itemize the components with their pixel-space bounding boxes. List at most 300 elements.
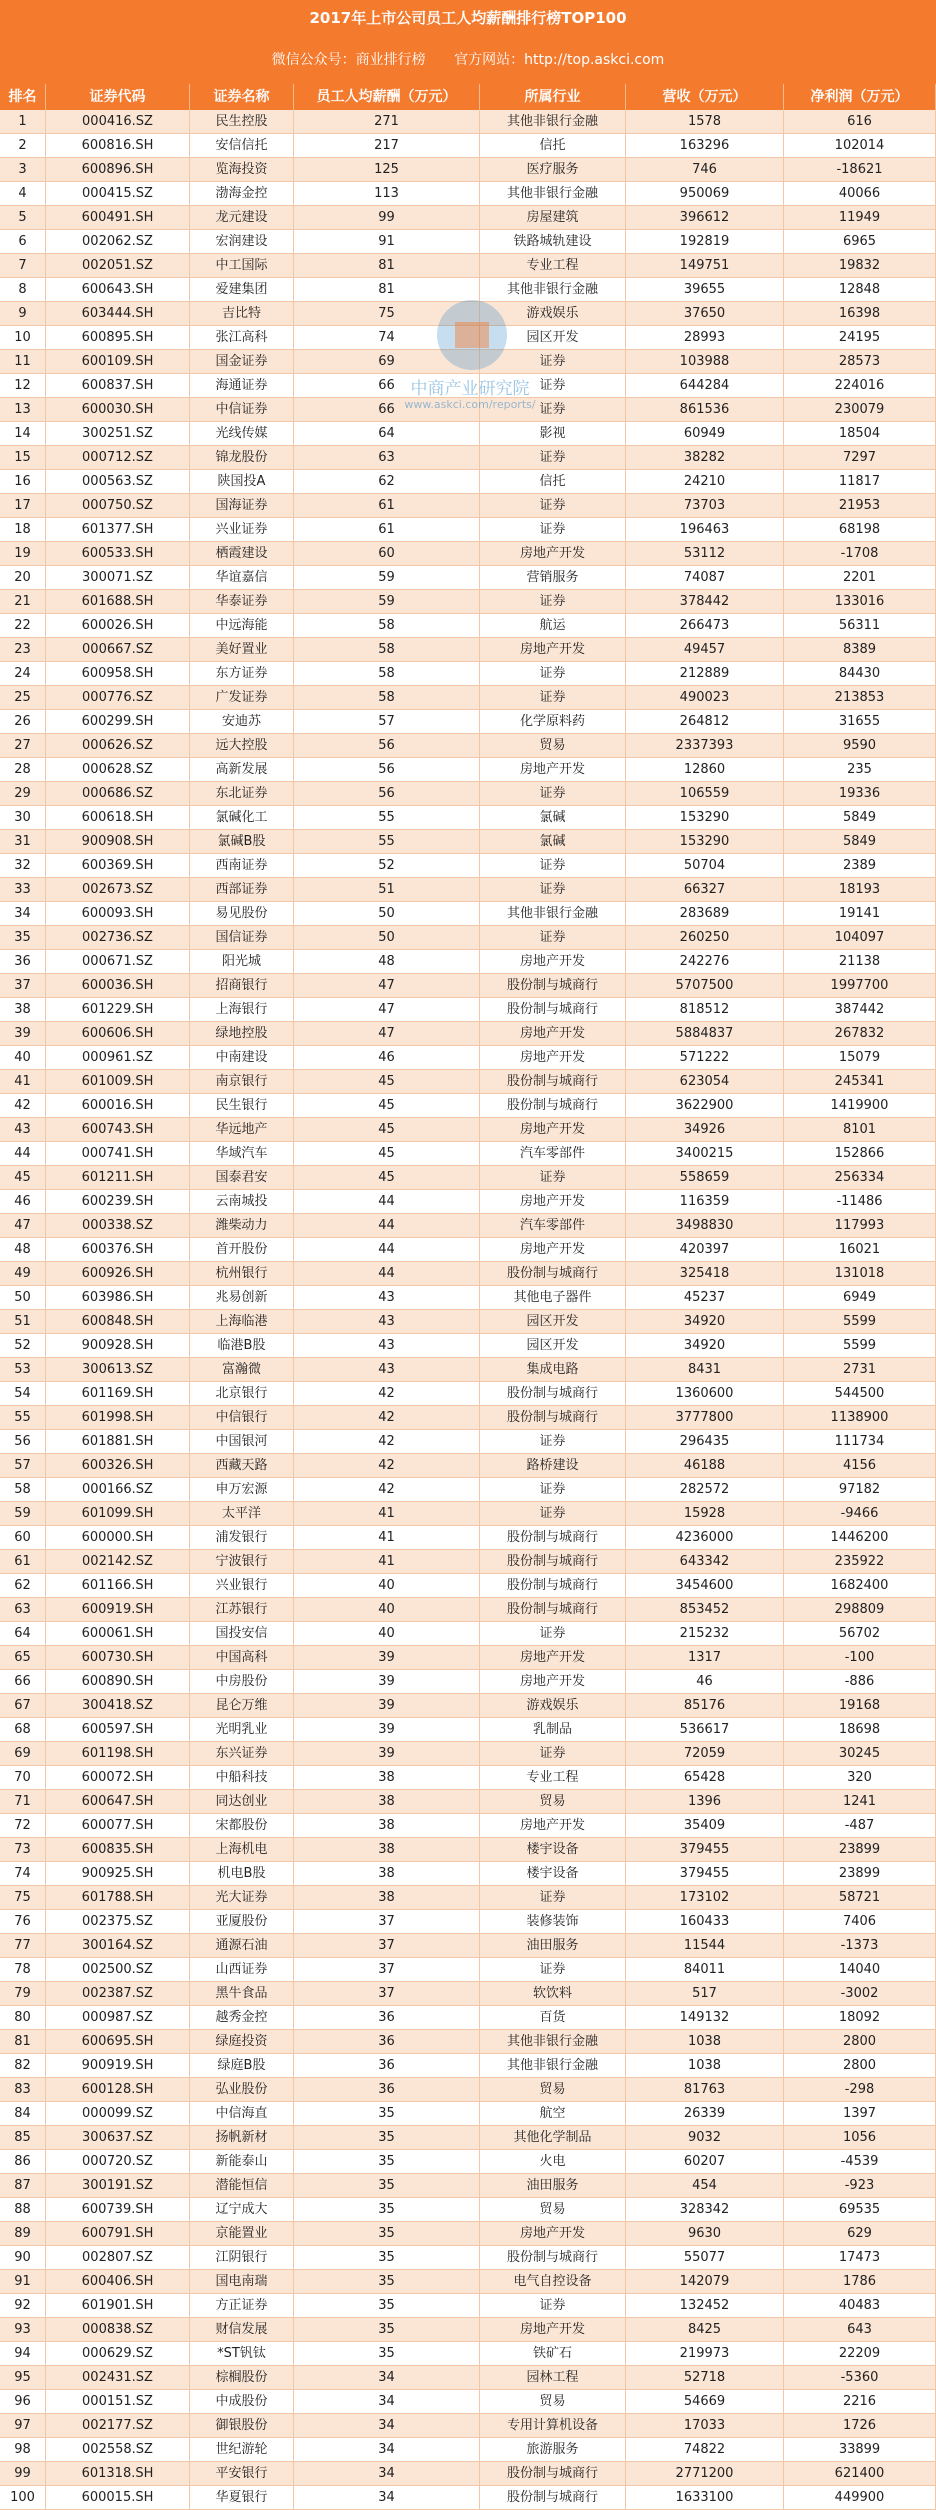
cell-industry: 证券 <box>480 1430 626 1454</box>
cell-salary: 44 <box>294 1214 480 1238</box>
cell-salary: 62 <box>294 470 480 494</box>
cell-revenue: 103988 <box>626 350 784 374</box>
cell-net-profit: 31655 <box>784 710 936 734</box>
cell-net-profit: 621400 <box>784 2462 936 2486</box>
cell-name: 吉比特 <box>190 302 294 326</box>
cell-salary: 60 <box>294 542 480 566</box>
cell-industry: 股份制与城商行 <box>480 1574 626 1598</box>
cell-industry: 影视 <box>480 422 626 446</box>
cell-rank: 84 <box>0 2102 46 2126</box>
cell-industry: 证券 <box>480 1166 626 1190</box>
cell-name: 宋都股份 <box>190 1814 294 1838</box>
table-row <box>0 494 936 518</box>
cell-salary: 63 <box>294 446 480 470</box>
cell-salary: 35 <box>294 2222 480 2246</box>
cell-revenue: 153290 <box>626 830 784 854</box>
cell-revenue: 8425 <box>626 2318 784 2342</box>
cell-net-profit: 449900 <box>784 2486 936 2510</box>
cell-net-profit: 56311 <box>784 614 936 638</box>
cell-name: 华谊嘉信 <box>190 566 294 590</box>
cell-net-profit: 245341 <box>784 1070 936 1094</box>
cell-industry: 证券 <box>480 374 626 398</box>
cell-code: 002142.SZ <box>46 1550 190 1574</box>
cell-code: 601166.SH <box>46 1574 190 1598</box>
cell-name: 国电南瑞 <box>190 2270 294 2294</box>
cell-industry: 证券 <box>480 350 626 374</box>
cell-code: 601211.SH <box>46 1166 190 1190</box>
cell-salary: 38 <box>294 1838 480 1862</box>
cell-industry: 房地产开发 <box>480 1190 626 1214</box>
cell-net-profit: 30245 <box>784 1742 936 1766</box>
cell-name: 浦发银行 <box>190 1526 294 1550</box>
cell-name: 中信海直 <box>190 2102 294 2126</box>
table-row <box>0 206 936 230</box>
cell-code: 601198.SH <box>46 1742 190 1766</box>
cell-salary: 34 <box>294 2438 480 2462</box>
table-row <box>0 1382 936 1406</box>
cell-revenue: 623054 <box>626 1070 784 1094</box>
cell-revenue: 142079 <box>626 2270 784 2294</box>
cell-rank: 24 <box>0 662 46 686</box>
cell-net-profit: 111734 <box>784 1430 936 1454</box>
cell-net-profit: 22209 <box>784 2342 936 2366</box>
cell-industry: 园区开发 <box>480 326 626 350</box>
cell-code: 000166.SZ <box>46 1478 190 1502</box>
cell-industry: 证券 <box>480 926 626 950</box>
cell-rank: 71 <box>0 1790 46 1814</box>
cell-name: 越秀金控 <box>190 2006 294 2030</box>
cell-revenue: 45237 <box>626 1286 784 1310</box>
cell-salary: 39 <box>294 1670 480 1694</box>
cell-industry: 集成电路 <box>480 1358 626 1382</box>
cell-revenue: 325418 <box>626 1262 784 1286</box>
cell-salary: 47 <box>294 998 480 1022</box>
table-row <box>0 926 936 950</box>
cell-name: 国海证券 <box>190 494 294 518</box>
cell-revenue: 1633100 <box>626 2486 784 2510</box>
cell-revenue: 1396 <box>626 1790 784 1814</box>
cell-industry: 园林工程 <box>480 2366 626 2390</box>
cell-code: 600618.SH <box>46 806 190 830</box>
cell-code: 600406.SH <box>46 2270 190 2294</box>
cell-net-profit: 11949 <box>784 206 936 230</box>
cell-salary: 38 <box>294 1790 480 1814</box>
table-row <box>0 974 936 998</box>
table-row <box>0 854 936 878</box>
cell-name: 光明乳业 <box>190 1718 294 1742</box>
cell-salary: 58 <box>294 686 480 710</box>
cell-net-profit: 69535 <box>784 2198 936 2222</box>
cell-net-profit: 19168 <box>784 1694 936 1718</box>
cell-industry: 股份制与城商行 <box>480 2462 626 2486</box>
cell-rank: 12 <box>0 374 46 398</box>
cell-name: 中房股份 <box>190 1670 294 1694</box>
cell-revenue: 24210 <box>626 470 784 494</box>
cell-salary: 46 <box>294 1046 480 1070</box>
cell-code: 600015.SH <box>46 2486 190 2510</box>
cell-industry: 其他非银行金融 <box>480 902 626 926</box>
table-row <box>0 1430 936 1454</box>
cell-net-profit: -4539 <box>784 2150 936 2174</box>
cell-industry: 房地产开发 <box>480 1118 626 1142</box>
cell-industry: 证券 <box>480 1958 626 1982</box>
cell-name: 辽宁成大 <box>190 2198 294 2222</box>
cell-net-profit: 544500 <box>784 1382 936 1406</box>
cell-industry: 航运 <box>480 614 626 638</box>
cell-industry: 专用计算机设备 <box>480 2414 626 2438</box>
cell-code: 000629.SZ <box>46 2342 190 2366</box>
cell-rank: 14 <box>0 422 46 446</box>
table-row <box>0 1814 936 1838</box>
cell-salary: 41 <box>294 1502 480 1526</box>
cell-rank: 35 <box>0 926 46 950</box>
cell-revenue: 26339 <box>626 2102 784 2126</box>
table-row <box>0 1622 936 1646</box>
table-row <box>0 1406 936 1430</box>
cell-revenue: 571222 <box>626 1046 784 1070</box>
cell-code: 600606.SH <box>46 1022 190 1046</box>
cell-code: 600491.SH <box>46 206 190 230</box>
cell-salary: 40 <box>294 1598 480 1622</box>
cell-revenue: 38282 <box>626 446 784 470</box>
cell-salary: 41 <box>294 1526 480 1550</box>
cell-name: 民生银行 <box>190 1094 294 1118</box>
cell-rank: 77 <box>0 1934 46 1958</box>
cell-name: 山西证券 <box>190 1958 294 1982</box>
cell-code: 300071.SZ <box>46 566 190 590</box>
cell-revenue: 196463 <box>626 518 784 542</box>
cell-salary: 59 <box>294 566 480 590</box>
cell-net-profit: 5849 <box>784 806 936 830</box>
cell-net-profit: 21138 <box>784 950 936 974</box>
cell-salary: 37 <box>294 1910 480 1934</box>
table-row <box>0 1070 936 1094</box>
cell-code: 000671.SZ <box>46 950 190 974</box>
cell-revenue: 81763 <box>626 2078 784 2102</box>
cell-rank: 55 <box>0 1406 46 1430</box>
cell-code: 600695.SH <box>46 2030 190 2054</box>
cell-net-profit: 5849 <box>784 830 936 854</box>
cell-salary: 39 <box>294 1694 480 1718</box>
cell-revenue: 5707500 <box>626 974 784 998</box>
table-row <box>0 1670 936 1694</box>
cell-rank: 7 <box>0 254 46 278</box>
cell-code: 601688.SH <box>46 590 190 614</box>
cell-net-profit: 5599 <box>784 1334 936 1358</box>
cell-net-profit: 643 <box>784 2318 936 2342</box>
cell-net-profit: 235 <box>784 758 936 782</box>
cell-salary: 75 <box>294 302 480 326</box>
cell-rank: 4 <box>0 182 46 206</box>
table-row <box>0 1190 936 1214</box>
table-row <box>0 782 936 806</box>
cell-net-profit: 2216 <box>784 2390 936 2414</box>
cell-name: 御银股份 <box>190 2414 294 2438</box>
cell-net-profit: 2201 <box>784 566 936 590</box>
cell-revenue: 266473 <box>626 614 784 638</box>
cell-net-profit: -487 <box>784 1814 936 1838</box>
table-row <box>0 2438 936 2462</box>
cell-revenue: 74087 <box>626 566 784 590</box>
table-row <box>0 2318 936 2342</box>
cell-code: 600791.SH <box>46 2222 190 2246</box>
cell-name: 云南城投 <box>190 1190 294 1214</box>
cell-code: 600730.SH <box>46 1646 190 1670</box>
table-row <box>0 2294 936 2318</box>
cell-net-profit: 17473 <box>784 2246 936 2270</box>
cell-industry: 贸易 <box>480 2078 626 2102</box>
cell-rank: 15 <box>0 446 46 470</box>
cell-code: 000720.SZ <box>46 2150 190 2174</box>
cell-rank: 61 <box>0 1550 46 1574</box>
wechat-account: 微信公众号：商业排行榜 <box>271 52 426 68</box>
cell-industry: 乳制品 <box>480 1718 626 1742</box>
cell-net-profit: 235922 <box>784 1550 936 1574</box>
cell-industry: 百货 <box>480 2006 626 2030</box>
table-row <box>0 1334 936 1358</box>
cell-name: *ST钒钛 <box>190 2342 294 2366</box>
cell-industry: 航空 <box>480 2102 626 2126</box>
table-row <box>0 134 936 158</box>
cell-code: 002051.SZ <box>46 254 190 278</box>
cell-code: 600016.SH <box>46 1094 190 1118</box>
cell-industry: 证券 <box>480 782 626 806</box>
cell-name: 国金证券 <box>190 350 294 374</box>
cell-industry: 其他非银行金融 <box>480 2054 626 2078</box>
cell-net-profit: 1241 <box>784 1790 936 1814</box>
table-body <box>0 110 936 2510</box>
table-row <box>0 1982 936 2006</box>
table-row <box>0 1694 936 1718</box>
cell-name: 氯碱化工 <box>190 806 294 830</box>
cell-code: 000628.SZ <box>46 758 190 782</box>
cell-industry: 游戏娱乐 <box>480 302 626 326</box>
cell-revenue: 39655 <box>626 278 784 302</box>
cell-name: 西南证券 <box>190 854 294 878</box>
cell-revenue: 3454600 <box>626 1574 784 1598</box>
cell-industry: 房地产开发 <box>480 1814 626 1838</box>
cell-industry: 营销服务 <box>480 566 626 590</box>
cell-salary: 42 <box>294 1478 480 1502</box>
cell-rank: 30 <box>0 806 46 830</box>
cell-industry: 证券 <box>480 446 626 470</box>
cell-salary: 59 <box>294 590 480 614</box>
cell-rank: 66 <box>0 1670 46 1694</box>
cell-name: 财信发展 <box>190 2318 294 2342</box>
cell-name: 氯碱B股 <box>190 830 294 854</box>
cell-salary: 36 <box>294 2078 480 2102</box>
cell-name: 栖霞建设 <box>190 542 294 566</box>
cell-name: 扬帆新材 <box>190 2126 294 2150</box>
cell-rank: 19 <box>0 542 46 566</box>
cell-code: 000151.SZ <box>46 2390 190 2414</box>
table-row <box>0 950 936 974</box>
cell-rank: 28 <box>0 758 46 782</box>
table-row <box>0 1094 936 1118</box>
cell-rank: 21 <box>0 590 46 614</box>
table-row <box>0 1790 936 1814</box>
cell-code: 000987.SZ <box>46 2006 190 2030</box>
cell-code: 601901.SH <box>46 2294 190 2318</box>
cell-rank: 38 <box>0 998 46 1022</box>
cell-rank: 73 <box>0 1838 46 1862</box>
cell-revenue: 9630 <box>626 2222 784 2246</box>
cell-net-profit: 213853 <box>784 686 936 710</box>
cell-industry: 房地产开发 <box>480 1670 626 1694</box>
cell-salary: 35 <box>294 2150 480 2174</box>
cell-name: 览海投资 <box>190 158 294 182</box>
cell-industry: 房地产开发 <box>480 638 626 662</box>
cell-code: 000712.SZ <box>46 446 190 470</box>
cell-net-profit: 68198 <box>784 518 936 542</box>
cell-industry: 房地产开发 <box>480 1238 626 1262</box>
cell-revenue: 60207 <box>626 2150 784 2174</box>
cell-revenue: 149132 <box>626 2006 784 2030</box>
cell-salary: 217 <box>294 134 480 158</box>
cell-net-profit: 5599 <box>784 1310 936 1334</box>
table-row <box>0 1478 936 1502</box>
source-info <box>0 36 936 84</box>
cell-code: 600919.SH <box>46 1598 190 1622</box>
cell-salary: 58 <box>294 614 480 638</box>
table-row <box>0 302 936 326</box>
cell-industry: 房地产开发 <box>480 542 626 566</box>
cell-revenue: 1360600 <box>626 1382 784 1406</box>
cell-rank: 59 <box>0 1502 46 1526</box>
cell-net-profit: 1997700 <box>784 974 936 998</box>
table-row <box>0 614 936 638</box>
cell-rank: 68 <box>0 1718 46 1742</box>
cell-salary: 39 <box>294 1646 480 1670</box>
cell-rank: 32 <box>0 854 46 878</box>
cell-code: 601377.SH <box>46 518 190 542</box>
cell-name: 新能泰山 <box>190 2150 294 2174</box>
table-row <box>0 1550 936 1574</box>
column-header-salary: 员工人均薪酬（万元） <box>294 84 480 110</box>
cell-industry: 证券 <box>480 494 626 518</box>
cell-net-profit: 1397 <box>784 2102 936 2126</box>
cell-rank: 27 <box>0 734 46 758</box>
cell-revenue: 15928 <box>626 1502 784 1526</box>
cell-code: 600239.SH <box>46 1190 190 1214</box>
cell-code: 601099.SH <box>46 1502 190 1526</box>
table-row <box>0 1310 936 1334</box>
cell-salary: 91 <box>294 230 480 254</box>
cell-industry: 氯碱 <box>480 830 626 854</box>
cell-industry: 证券 <box>480 518 626 542</box>
table-row <box>0 638 936 662</box>
cell-net-profit: 2800 <box>784 2054 936 2078</box>
table-row <box>0 2006 936 2030</box>
cell-code: 000415.SZ <box>46 182 190 206</box>
cell-salary: 44 <box>294 1238 480 1262</box>
cell-net-profit: 2800 <box>784 2030 936 2054</box>
cell-name: 爱建集团 <box>190 278 294 302</box>
cell-salary: 39 <box>294 1742 480 1766</box>
table-row <box>0 398 936 422</box>
table-row <box>0 158 936 182</box>
cell-name: 锦龙股份 <box>190 446 294 470</box>
cell-industry: 信托 <box>480 134 626 158</box>
cell-revenue: 74822 <box>626 2438 784 2462</box>
cell-net-profit: 18504 <box>784 422 936 446</box>
cell-net-profit: 19832 <box>784 254 936 278</box>
cell-industry: 旅游服务 <box>480 2438 626 2462</box>
cell-industry: 股份制与城商行 <box>480 1382 626 1406</box>
cell-rank: 37 <box>0 974 46 998</box>
cell-industry: 股份制与城商行 <box>480 1262 626 1286</box>
cell-rank: 13 <box>0 398 46 422</box>
cell-industry: 房地产开发 <box>480 1046 626 1070</box>
cell-revenue: 173102 <box>626 1886 784 1910</box>
cell-salary: 35 <box>294 2102 480 2126</box>
cell-revenue: 212889 <box>626 662 784 686</box>
cell-salary: 45 <box>294 1094 480 1118</box>
cell-name: 绿庭投资 <box>190 2030 294 2054</box>
cell-code: 600958.SH <box>46 662 190 686</box>
cell-revenue: 85176 <box>626 1694 784 1718</box>
cell-revenue: 454 <box>626 2174 784 2198</box>
cell-code: 600848.SH <box>46 1310 190 1334</box>
table-row <box>0 1886 936 1910</box>
cell-revenue: 163296 <box>626 134 784 158</box>
cell-industry: 其他非银行金融 <box>480 278 626 302</box>
cell-rank: 29 <box>0 782 46 806</box>
cell-name: 弘业股份 <box>190 2078 294 2102</box>
cell-revenue: 153290 <box>626 806 784 830</box>
table-row <box>0 1358 936 1382</box>
cell-net-profit: 19141 <box>784 902 936 926</box>
cell-net-profit: 131018 <box>784 1262 936 1286</box>
cell-industry: 房地产开发 <box>480 2318 626 2342</box>
table-row <box>0 902 936 926</box>
cell-salary: 43 <box>294 1358 480 1382</box>
cell-net-profit: 2389 <box>784 854 936 878</box>
cell-code: 000750.SZ <box>46 494 190 518</box>
cell-revenue: 35409 <box>626 1814 784 1838</box>
cell-revenue: 2337393 <box>626 734 784 758</box>
cell-name: 高新发展 <box>190 758 294 782</box>
cell-code: 601318.SH <box>46 2462 190 2486</box>
cell-net-profit: -886 <box>784 1670 936 1694</box>
cell-industry: 房地产开发 <box>480 1022 626 1046</box>
cell-code: 600647.SH <box>46 1790 190 1814</box>
cell-industry: 证券 <box>480 590 626 614</box>
cell-rank: 64 <box>0 1622 46 1646</box>
cell-revenue: 818512 <box>626 998 784 1022</box>
cell-name: 首开股份 <box>190 1238 294 1262</box>
cell-net-profit: 8101 <box>784 1118 936 1142</box>
cell-name: 西藏天路 <box>190 1454 294 1478</box>
cell-revenue: 55077 <box>626 2246 784 2270</box>
cell-revenue: 4236000 <box>626 1526 784 1550</box>
cell-revenue: 536617 <box>626 1718 784 1742</box>
cell-name: 棕榈股份 <box>190 2366 294 2390</box>
cell-name: 中信证券 <box>190 398 294 422</box>
cell-rank: 69 <box>0 1742 46 1766</box>
cell-code: 300164.SZ <box>46 1934 190 1958</box>
cell-rank: 2 <box>0 134 46 158</box>
cell-salary: 35 <box>294 2198 480 2222</box>
cell-rank: 85 <box>0 2126 46 2150</box>
cell-industry: 证券 <box>480 1502 626 1526</box>
cell-salary: 38 <box>294 1886 480 1910</box>
cell-net-profit: 56702 <box>784 1622 936 1646</box>
cell-name: 东北证券 <box>190 782 294 806</box>
cell-industry: 房地产开发 <box>480 758 626 782</box>
cell-industry: 汽车零部件 <box>480 1214 626 1238</box>
cell-name: 通源石油 <box>190 1934 294 1958</box>
